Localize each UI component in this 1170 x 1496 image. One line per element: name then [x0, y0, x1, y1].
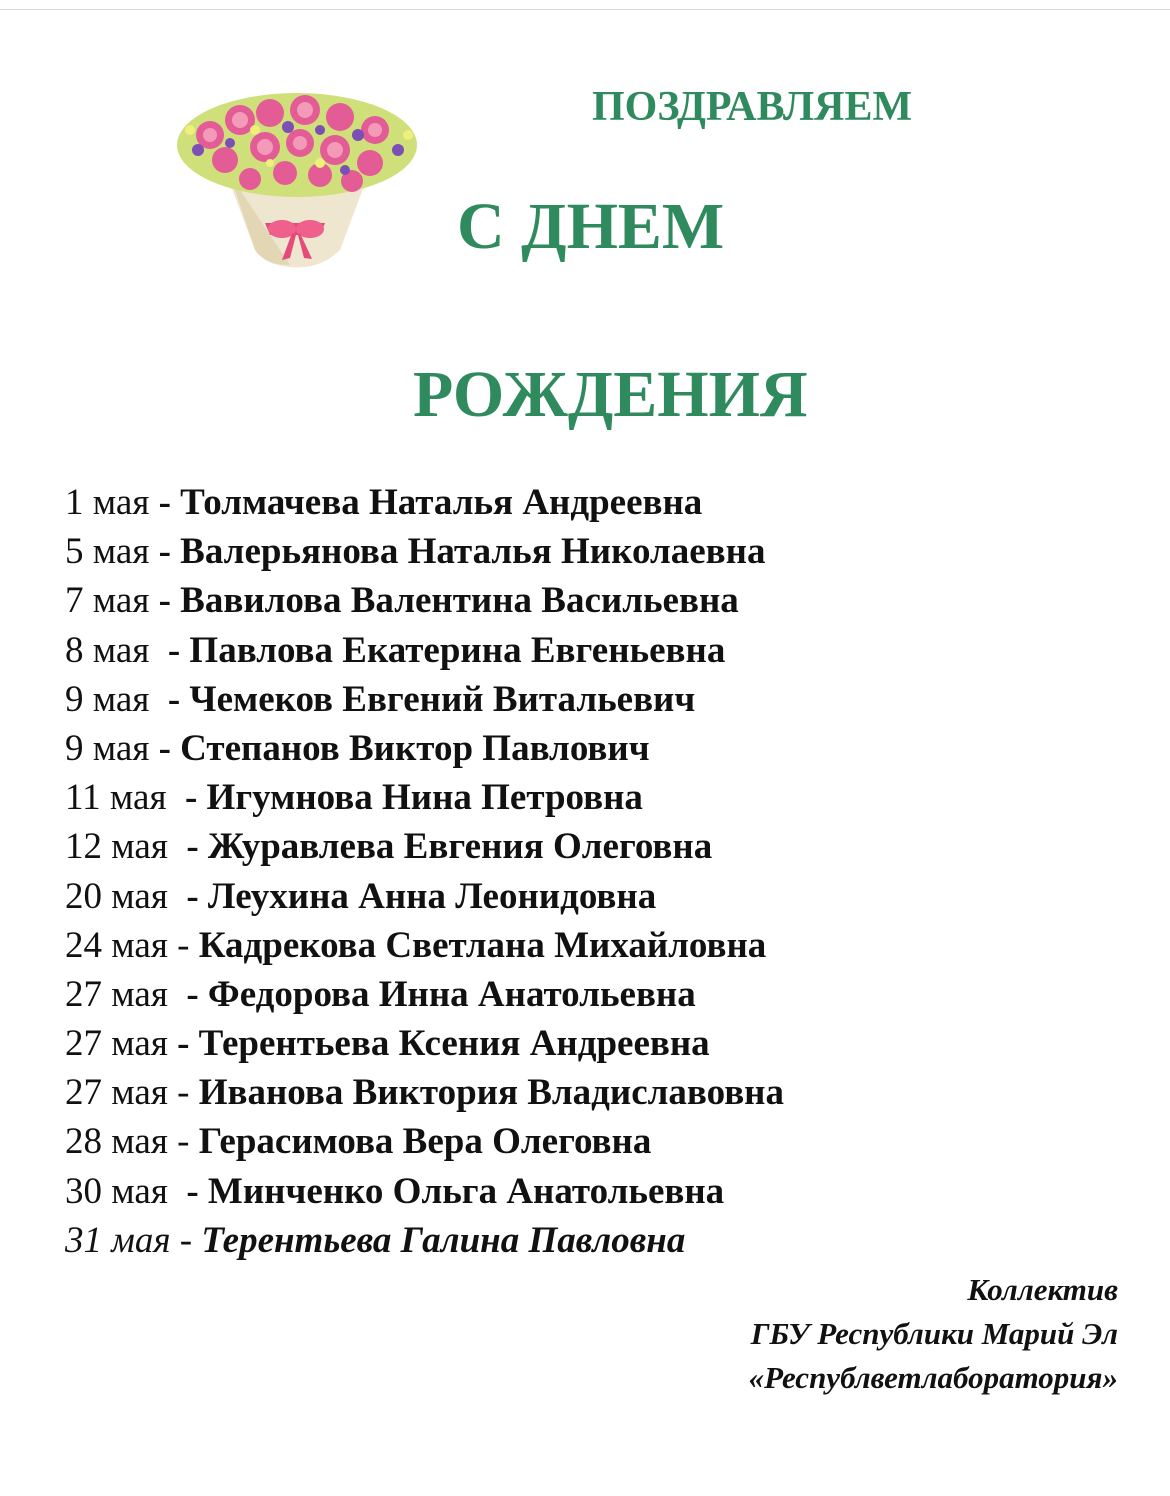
list-item: 1 мая - Толмачева Наталья Андреевна — [65, 482, 703, 523]
top-divider — [0, 9, 1170, 10]
signature — [749, 1268, 1118, 1400]
list-item: 7 мая - Вавилова Валентина Васильевна — [65, 580, 739, 622]
greeting-line-1: ПОЗДРАВЛЯЕМ — [592, 84, 913, 130]
list-item: 28 мая - Герасимова Вера Олеговна — [65, 1121, 652, 1163]
list-item: 5 мая - Валерьянова Наталья Николаевна — [65, 531, 766, 573]
list-item: 11 мая - Игумнова Нина Петровна — [65, 777, 643, 819]
list-item: 12 мая - Журавлева Евгения Олеговна — [65, 826, 713, 868]
list-item: 20 мая - Леухина Анна Леонидовна — [65, 875, 657, 917]
list-item: 30 мая - Минченко Ольга Анатольевна — [65, 1170, 725, 1212]
list-item: 27 мая - Терентьева Ксения Андреевна — [65, 1023, 710, 1065]
list-item: 27 мая - Федорова Инна Анатольевна — [65, 973, 696, 1015]
greeting-line-3: РОЖДЕНИЯ — [413, 358, 808, 431]
birthday-list — [65, 478, 784, 1265]
list-item: 8 мая - Павлова Екатерина Евгеньевна — [65, 629, 726, 671]
list-item: 9 мая - Чемеков Евгений Витальевич — [65, 678, 696, 720]
signature-line-3: «Республветлаборатория» — [748, 1360, 1118, 1395]
list-item: 24 мая - Кадрекова Светлана Михайловна — [65, 924, 767, 966]
greeting-line-2: С ДНЕМ — [457, 190, 725, 263]
list-item: 9 мая - Степанов Виктор Павлович — [65, 727, 650, 769]
signature-line-2: ГБУ Республики Марий Эл — [750, 1316, 1118, 1351]
list-item: 27 мая - Иванова Виктория Владиславовна — [65, 1072, 785, 1114]
flower-bouquet-icon — [170, 75, 425, 280]
list-item: 31 мая - Терентьева Галина Павловна — [65, 1219, 686, 1261]
signature-line-1: Коллектив — [967, 1272, 1118, 1307]
